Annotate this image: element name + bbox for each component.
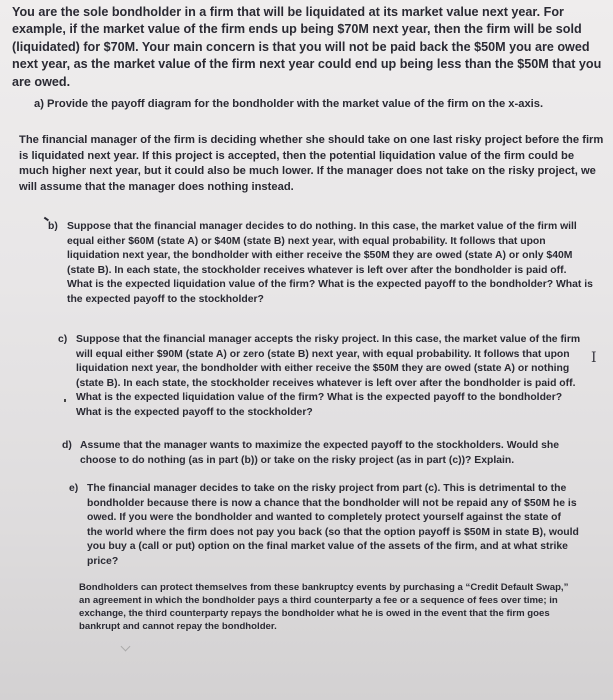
question-b: [48, 220, 593, 308]
question-label: b): [48, 221, 58, 232]
question-a: a) Provide the payoff diagram for the bondholder with the market value of the firm on the x-axis.: [34, 98, 544, 110]
question-label: e): [69, 483, 79, 494]
stray-mark: [64, 399, 66, 402]
cursor-arrow-icon: [121, 642, 131, 652]
question-text: The financial manager decides to take on the risky project from part (c). This is detrimental to the bondholder because there is now a chance that the bondholder will not be repaid any of $50M he is owed. If you were the bondholder and wanted to completely protect yourself against the state of the world where the firm does not pay you back (so that the option payoff is $50M in state B), would you buy a (call or put) option on the final market value of the assets of the firm, and at what strike price?: [87, 483, 579, 567]
intro-paragraph: You are the sole bondholder in a firm that will be liquidated at its market value next year. For example, if the market value of the firm ends up being $70M next year, then the firm will be sold (liquidated) for $70M. Your main concern is that you will not be paid back the $50M you are owed next year, as the market value of the firm next year could end up being less than the $50M that you are owed.: [12, 5, 602, 89]
question-text: Suppose that the financial manager decides to do nothing. In this case, the market value of the firm will equal either $60M (state A) or $40M (state B) next year, with equal probability. It follows that upon liquidation next year, the bondholder with either receive the $50M they are owed (state A) or only $40M (state B). In each state, the stockholder receives whatever is left over after the bondholder is paid off. What is the expected liquidation value of the firm? What is the expected payoff to the bondholder? What is the expected payoff to the stockholder?: [67, 221, 593, 305]
question-e: [69, 482, 579, 570]
cds-paragraph: Bondholders can protect themselves from these bankruptcy events by purchasing a “Credit Default Swap,” an agreement in which the bondholder pays a third counterparty a fee or a sequence of fees over time; in exchange, the third counterparty repays the bondholder what he is owed in the event that the firm goes bankrupt and cannot repay the bondholder.: [79, 582, 569, 632]
question-d: [62, 439, 582, 468]
question-label: d): [62, 440, 72, 451]
question-text: Suppose that the financial manager accepts the risky project. In this case, the market value of the firm will equal either $90M (state A) or zero (state B) next year, with equal probability. It follows that upon liquidation next year, the bondholder with either receive the $50M they are owed (state A) or nothing (state B). In each state, the stockholder receives whatever is left over after the bondholder is paid off. What is the expected liquidation value of the firm? What is the expected payoff to the bondholder? What is the expected payoff to the stockholder?: [76, 334, 581, 418]
manager-paragraph: The financial manager of the firm is deciding whether she should take on one last risky project before the firm is liquidated next year. If this project is accepted, then the potential liquidation value of the firm could be much higher next year, but it could also be much lower. If the manager does not take on the risky project, we will assume that the manager does nothing instead.: [19, 134, 604, 193]
question-text: Assume that the manager wants to maximize the expected payoff to the stockholders. Would she choose to do nothing (as in part (b)) or take on the risky project (as in part (c))? Explain.: [80, 440, 560, 466]
text-cursor-icon: I: [591, 350, 597, 366]
question-c: [58, 333, 588, 421]
question-label: c): [58, 334, 68, 345]
